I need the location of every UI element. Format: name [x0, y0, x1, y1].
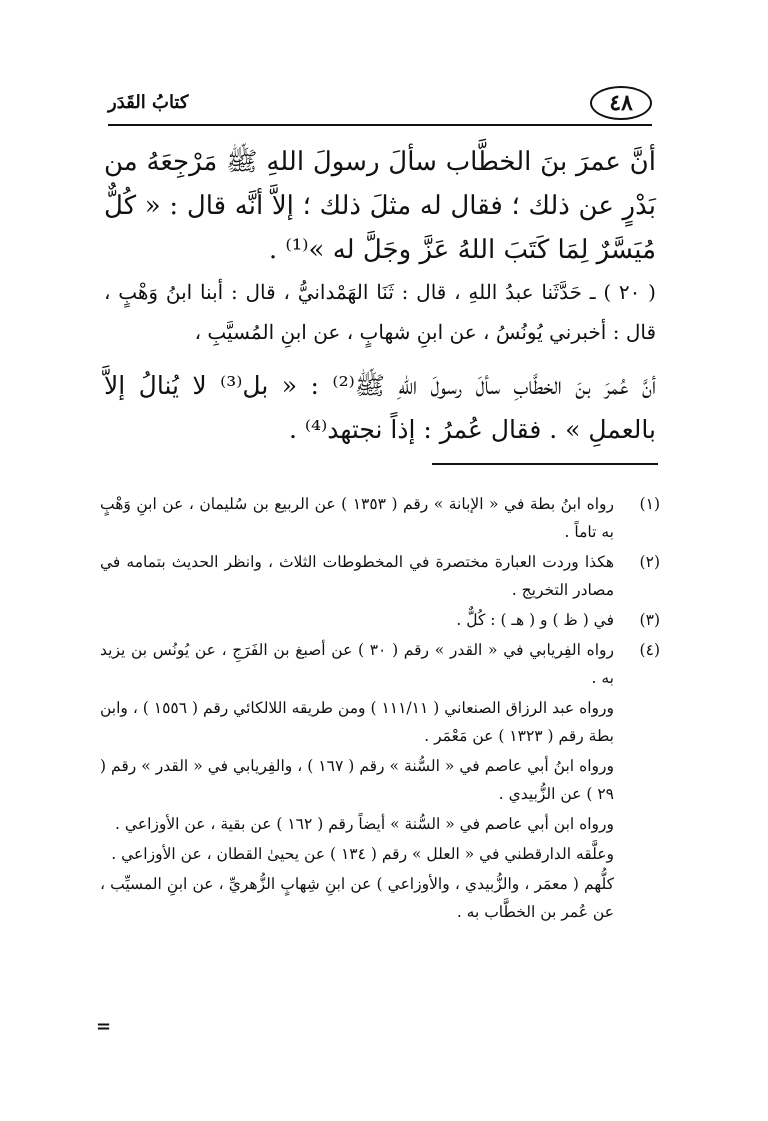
footnote-text: رواه الفِريابي في « القدر » رقم ( ٣٠ ) عن أصبغ بن الفَرَجِ ، عن يُونُس بن يزيد به . — [100, 641, 614, 687]
footnote — [100, 490, 660, 546]
header-rule — [108, 124, 652, 126]
page-number: ٤٨ — [590, 86, 652, 120]
footnote-text: هكذا وردت العبارة مختصرة في المخطوطات الثلاث ، وانظر الحديث بتمامه في مصادر التخريج . — [100, 553, 614, 599]
running-title: كتابُ القَدَر — [108, 92, 189, 113]
footnote — [100, 548, 660, 604]
footnote-number: (٢) — [639, 553, 660, 571]
main-paragraph: أنَّ عمرَ بنَ الخطَّاب سألَ رسولَ اللهِ ﷺ مَرْجِعَهُ من بَدْرٍ عن ذلك ؛ فقال له مثلَ ذلك ؛ إلاَّ أنَّه قال : « كُلٌّ مُيَسَّرٌ لِمَا كَتَبَ اللهُ عَزَّ وجَلَّ له »⁽¹⁾ . — [104, 147, 656, 265]
footnote-continuation: ورواه عبد الرزاق الصنعاني ( ١١١/١١ ) ومن طريقه اللالكائي رقم ( ١٥٥٦ ) ، وابن بطة رقم ( ١٣٢٣ ) عن مَعْمَر . — [100, 699, 614, 745]
footnote-text: رواه ابنُ بطة في « الإبانة » رقم ( ١٣٥٣ ) عن الربيع بن سُليمان ، عن ابنِ وَهْبٍ به تاماً . — [100, 495, 614, 541]
isnad-paragraph: ( ٢٠ ) ـ حَدَّثَنا عبدُ اللهِ ، قال : ثَنَا الهَمْدانيُّ ، قال : أبنا ابنُ وَهْبٍ ، قال : أخبرني يُونُسُ ، عن ابنِ شهابٍ ، عن ابنِ المُسيَّبِ ، — [104, 280, 656, 344]
continuation-mark: = — [96, 1016, 112, 1037]
footnote-number: (٣) — [639, 611, 660, 629]
footnote-continuation: ورواه ابنُ أبي عاصم في « السُّنة » رقم ( ١٦٧ ) ، والفِريابي في « القدر » رقم ( ٢٩ ) عن الزُّبيدي . — [100, 757, 614, 803]
footnote-separator — [432, 463, 658, 465]
footnote-text: في ( ظ ) و ( هـ ) : كُلٌّ . — [456, 611, 614, 629]
footnote — [100, 606, 660, 634]
page-header — [108, 86, 652, 126]
footnote-continuation: كلُّهم ( معمَر ، والزُّبيدي ، والأوزاعي ) عن ابنِ شِهابٍ الزُّهريِّ ، عن ابنِ المسيِّب ، عن عُمر بن الخطَّاب به . — [100, 875, 614, 921]
footnote-continuation: ورواه ابن أبي عاصم في « السُّنة » أيضاً رقم ( ١٦٢ ) عن بقية ، عن الأوزاعي . — [115, 815, 614, 833]
hadith-paragraph: أنَّ عُمرَ بنَ الخطَّابِ سألَ رسولَ اللهِ ﷺ⁽²⁾ : « بل⁽³⁾ لا يُنالُ إلاَّ بالعملِ » . فقال عُمرُ : إذاً نجتهد⁽⁴⁾ . — [104, 371, 657, 444]
footnote — [100, 636, 660, 692]
footnote-number: (١) — [639, 495, 660, 513]
footnote-continuation: وعلَّقه الدارقطني في « العلل » رقم ( ١٣٤ ) عن يحيىٰ القطان ، عن الأوزاعي . — [111, 845, 614, 863]
footnote-number: (٤) — [639, 641, 660, 659]
footnotes — [100, 490, 660, 928]
